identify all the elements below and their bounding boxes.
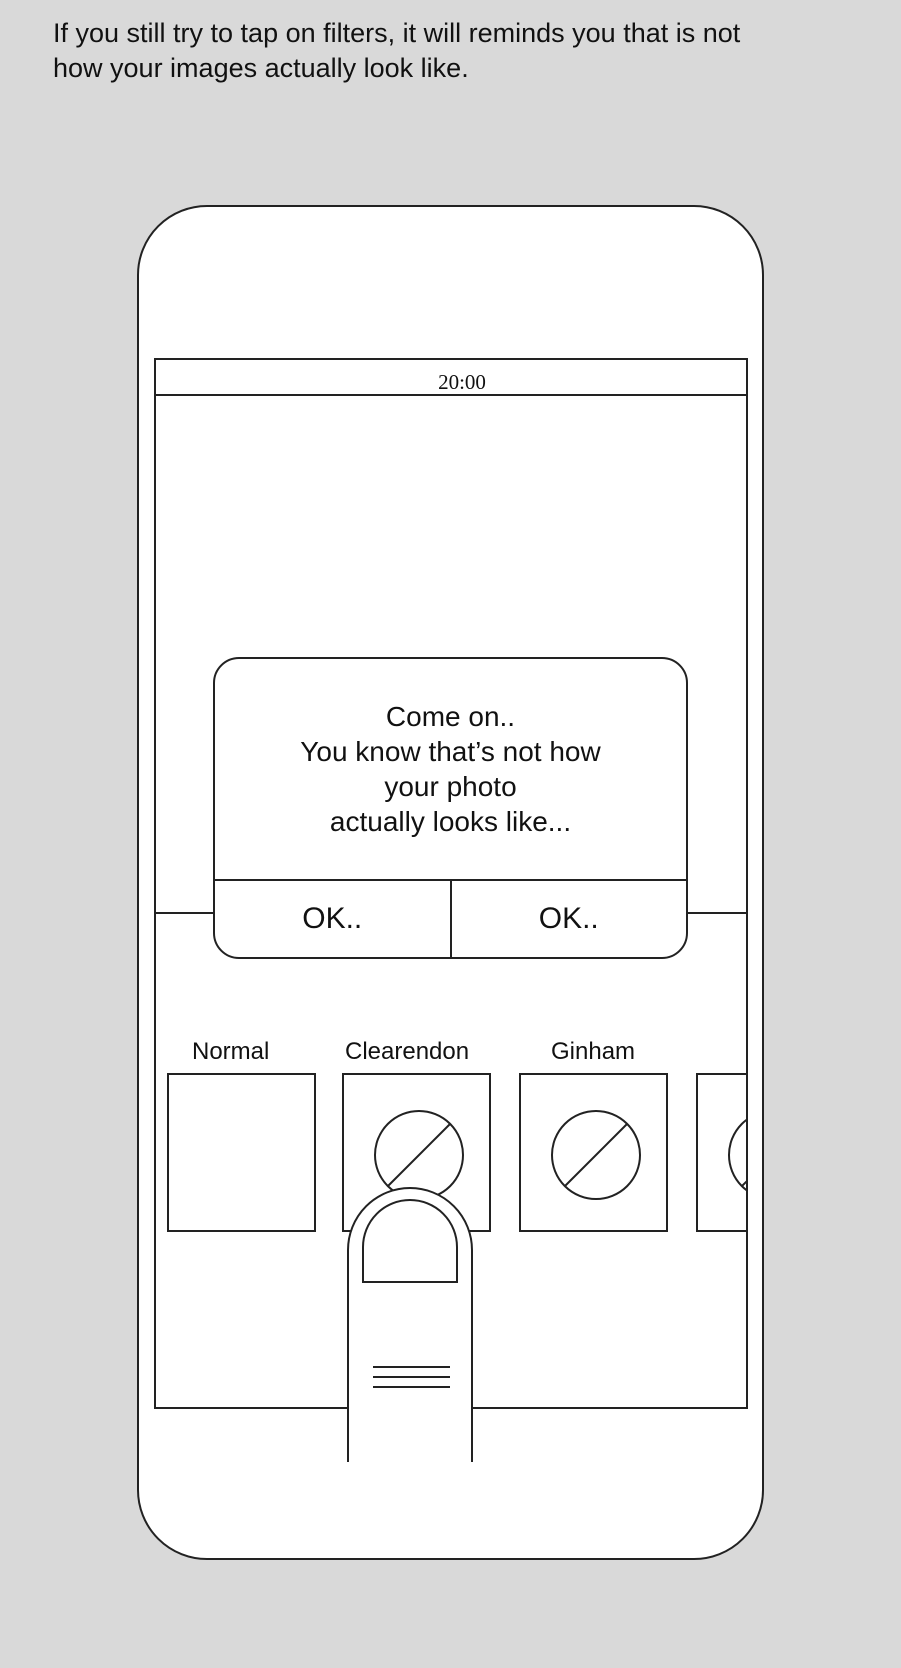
filter-thumb-ginham[interactable]: [519, 1073, 668, 1232]
filter-label-ginham: Ginham: [551, 1038, 636, 1065]
filter-label-clearendon: Clearendon: [345, 1038, 470, 1065]
dialog-message-line: Come on..: [385, 701, 516, 732]
instruction-caption: [53, 16, 853, 86]
dialog-button-row: [215, 879, 686, 957]
filter-thumb-normal[interactable]: [167, 1073, 316, 1232]
status-time: 20:00: [438, 370, 486, 394]
dialog-message-line: your photo: [384, 771, 517, 802]
filter-thumb-partial[interactable]: [696, 1073, 748, 1232]
ok-button-right[interactable]: OK..: [538, 902, 599, 935]
alert-dialog: [213, 657, 688, 959]
dialog-message: [215, 699, 686, 839]
filter-label-normal: Normal: [192, 1038, 270, 1065]
ok-button-left[interactable]: OK..: [215, 881, 452, 957]
no-entry-icon: [549, 1108, 643, 1202]
no-entry-icon: [726, 1108, 748, 1202]
caption-line-1: If you still try to tap on filters, it will reminds you that is not: [53, 18, 741, 48]
finger-tap-icon: [340, 1180, 480, 1462]
dialog-message-line: You know that’s not how: [300, 736, 601, 767]
status-bar: [156, 360, 746, 396]
caption-line-2: how your images actually look like.: [53, 53, 469, 83]
dialog-message-line: actually looks like...: [329, 806, 572, 837]
